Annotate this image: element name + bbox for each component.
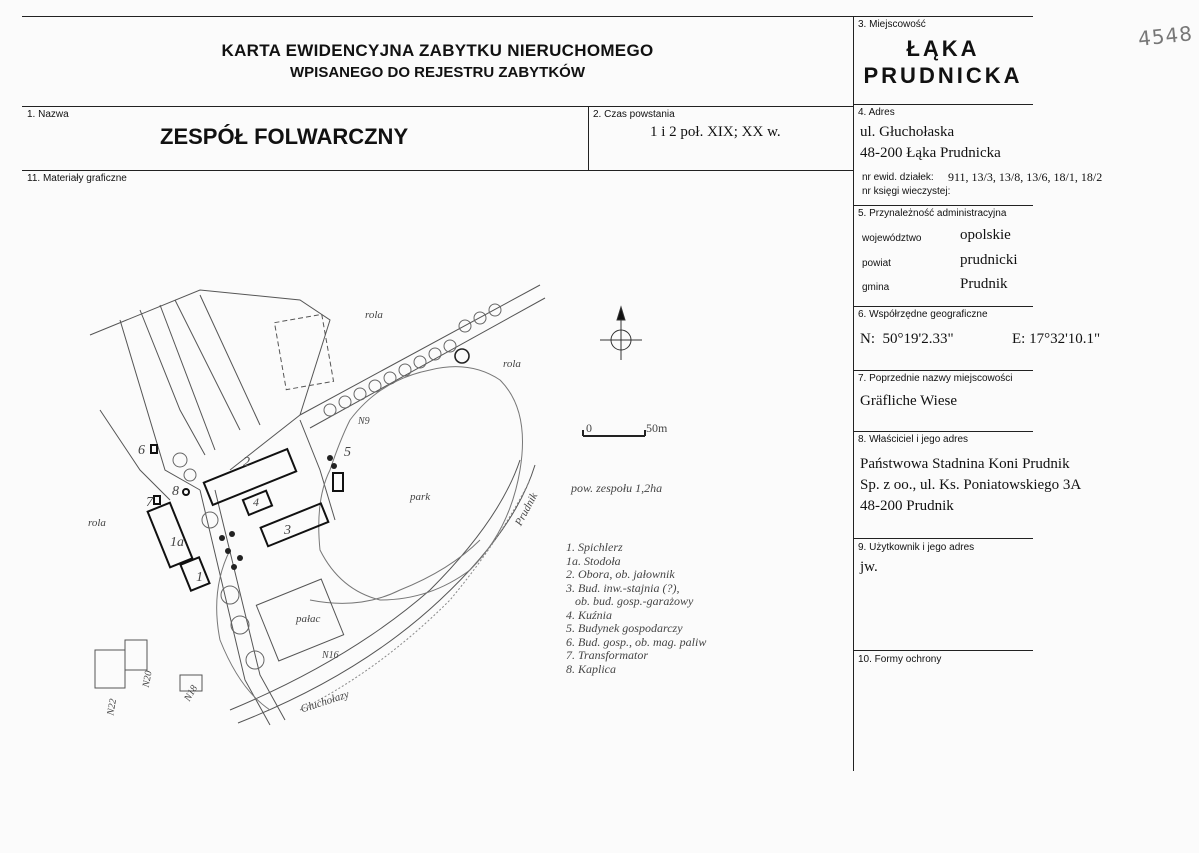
field-outline-4 bbox=[160, 305, 215, 450]
user-value: jw. bbox=[860, 559, 878, 575]
top-border bbox=[22, 16, 1033, 17]
coords-north: N: 50°19'2.33" bbox=[860, 331, 954, 347]
label-n9: N9 bbox=[358, 416, 370, 427]
monument-tree-1 bbox=[219, 535, 225, 541]
voivodeship-value: opolskie bbox=[960, 227, 1011, 243]
address-city: 48-200 Łąka Prudnicka bbox=[860, 145, 1001, 161]
tree-8 bbox=[429, 348, 441, 360]
commune-label: gmina bbox=[862, 282, 890, 293]
tree-2 bbox=[339, 396, 351, 408]
coords-east: E: 17°32'10.1" bbox=[1012, 331, 1101, 347]
tree-14 bbox=[173, 453, 187, 467]
tree-3 bbox=[354, 388, 366, 400]
label-b5: 5 bbox=[344, 445, 351, 460]
label-scale-end: 50m bbox=[646, 421, 668, 435]
parcels-label: nr ewid. działek: bbox=[862, 172, 934, 183]
site-map bbox=[0, 170, 853, 770]
legend-item: ob. bud. gosp.-garażowy bbox=[566, 594, 694, 608]
parcels-value: 911, 13/3, 13/8, 13/6, 18/1, 18/2 bbox=[948, 170, 1103, 184]
address-label: 4. Adres bbox=[858, 107, 895, 118]
tree-17 bbox=[221, 586, 239, 604]
locality-line1: ŁĄKA bbox=[906, 36, 980, 61]
field-outline-5 bbox=[175, 300, 240, 430]
north-arrow bbox=[600, 307, 642, 360]
period-divider bbox=[588, 106, 589, 170]
monument-tree-4 bbox=[237, 555, 243, 561]
locality-bottom-line bbox=[853, 104, 1033, 105]
park-tree-edge-south bbox=[310, 540, 480, 603]
label-rola-top: rola bbox=[365, 309, 383, 321]
locality-label: 3. Miejscowość bbox=[858, 19, 926, 30]
voivodeship-label: województwo bbox=[862, 233, 922, 244]
legend-item: 5. Budynek gospodarczy bbox=[566, 621, 683, 635]
user-bottom-line bbox=[853, 650, 1033, 651]
owner-line3: 48-200 Prudnik bbox=[860, 498, 954, 514]
legend-item: 4. Kuźnia bbox=[566, 607, 613, 622]
right-column-divider bbox=[853, 16, 854, 771]
period-value: 1 i 2 poł. XIX; XX w. bbox=[650, 124, 781, 140]
label-rola-right: rola bbox=[503, 358, 521, 370]
former-names-bottom-line bbox=[853, 431, 1033, 432]
label-b7: 7 bbox=[146, 495, 153, 510]
label-b1a: 1a bbox=[170, 535, 184, 550]
legend-item: 1. Spichlerz bbox=[566, 540, 623, 554]
road-north-edge-3 bbox=[230, 415, 300, 470]
dashed-plot-north bbox=[274, 314, 333, 389]
tree-7 bbox=[414, 356, 426, 368]
road-glucholazy-2 bbox=[238, 465, 535, 723]
land-register-label: nr księgi wieczystej: bbox=[862, 186, 951, 197]
commune-value: Prudnik bbox=[960, 276, 1008, 292]
building-6 bbox=[151, 445, 157, 453]
road-inner-1 bbox=[200, 490, 270, 725]
road-north-edge-1 bbox=[300, 285, 540, 415]
county-value: prudnicki bbox=[960, 252, 1018, 268]
monument-tree-3 bbox=[225, 548, 231, 554]
label-n16: N16 bbox=[322, 650, 339, 661]
admin-label: 5. Przynależność administracyjna bbox=[858, 208, 1007, 219]
park-outline bbox=[319, 367, 523, 600]
coords-bottom-line bbox=[853, 370, 1033, 371]
locality-line2: PRUDNICKA bbox=[863, 63, 1023, 88]
address-bottom-line bbox=[853, 205, 1033, 206]
tree-13 bbox=[455, 349, 469, 363]
legend-item: 6. Bud. gosp., ob. mag. paliw bbox=[566, 634, 707, 649]
label-n20: N20 bbox=[140, 669, 155, 689]
field-outline-2 bbox=[120, 320, 200, 490]
owner-bottom-line bbox=[853, 538, 1033, 539]
monument-tree-5 bbox=[231, 564, 237, 570]
label-scale-start: 0 bbox=[586, 421, 592, 435]
admin-bottom-line bbox=[853, 306, 1033, 307]
label-prudnik-road: Prudnik bbox=[512, 490, 541, 528]
site-area: pow. zespołu 1,2ha bbox=[571, 481, 663, 495]
building-n20 bbox=[125, 640, 147, 670]
road-inner-2 bbox=[215, 490, 285, 720]
coords-label: 6. Współrzędne geograficzne bbox=[858, 309, 988, 320]
label-n22: N22 bbox=[105, 697, 120, 717]
county-label: powiat bbox=[862, 258, 891, 269]
tree-15 bbox=[184, 469, 196, 481]
building-5 bbox=[333, 473, 343, 491]
tree-6 bbox=[399, 364, 411, 376]
label-b8: 8 bbox=[172, 484, 179, 499]
tree-18 bbox=[231, 616, 249, 634]
name-label: 1. Nazwa bbox=[27, 109, 69, 120]
label-b3: 3 bbox=[284, 523, 291, 538]
field-outline-7 bbox=[100, 410, 170, 500]
monument-tree-6 bbox=[327, 455, 333, 461]
tree-4 bbox=[369, 380, 381, 392]
building-3-stajnia bbox=[261, 503, 329, 546]
address-street: ul. Głuchołaska bbox=[860, 124, 955, 140]
label-n18: N18 bbox=[182, 683, 201, 704]
field-outline-6 bbox=[200, 295, 260, 425]
label-b4: 4 bbox=[253, 495, 259, 509]
header-bottom-line bbox=[22, 106, 853, 107]
tree-1 bbox=[324, 404, 336, 416]
label-palac: pałac bbox=[296, 613, 321, 625]
protection-label: 10. Formy ochrony bbox=[858, 654, 942, 665]
field-outline-3 bbox=[140, 310, 205, 455]
label-park: park bbox=[410, 491, 431, 503]
legend-item: 2. Obora, ob. jałownik bbox=[566, 567, 675, 581]
monument-tree-2 bbox=[229, 531, 235, 537]
tree-12 bbox=[489, 304, 501, 316]
card-title-line1: KARTA EWIDENCYJNA ZABYTKU NIERUCHOMEGO bbox=[221, 41, 654, 60]
legend-item: 1a. Stodoła bbox=[566, 553, 621, 568]
building-1-spichlerz bbox=[180, 557, 209, 590]
tree-16 bbox=[202, 512, 218, 528]
user-label: 9. Użytkownik i jego adres bbox=[858, 542, 975, 553]
park-tree-edge-west bbox=[217, 550, 270, 710]
building-n22 bbox=[95, 650, 125, 688]
legend-item: 3. Bud. inw.-stajnia (?), bbox=[566, 580, 680, 595]
label-glucholazy-road: Głuchołazy bbox=[299, 688, 351, 716]
field-outline-1 bbox=[90, 290, 330, 415]
card-title-line2: WPISANEGO DO REJESTRU ZABYTKÓW bbox=[289, 64, 585, 81]
former-names-label: 7. Poprzednie nazwy miejscowości bbox=[858, 373, 1013, 384]
tree-band-south bbox=[300, 480, 530, 710]
owner-line2: Sp. z oo., ul. Ks. Poniatowskiego 3A bbox=[860, 477, 1082, 493]
scale-bar bbox=[583, 430, 645, 436]
building-8-chapel bbox=[183, 489, 189, 495]
label-b1: 1 bbox=[196, 570, 203, 585]
label-b2: 2 bbox=[243, 455, 250, 470]
road-glucholazy-1 bbox=[230, 460, 520, 710]
building-7 bbox=[154, 496, 160, 504]
monument-tree-7 bbox=[331, 463, 337, 469]
legend-item: 7. Transformator bbox=[566, 648, 649, 662]
graphics-label: 11. Materiały graficzne bbox=[27, 173, 127, 184]
owner-label: 8. Właściciel i jego adres bbox=[858, 434, 969, 445]
monument-name: ZESPÓŁ FOLWARCZNY bbox=[160, 124, 409, 149]
handwritten-number: 4548 bbox=[1136, 21, 1195, 51]
owner-line1: Państwowa Stadnina Koni Prudnik bbox=[860, 456, 1070, 472]
former-names-value: Gräfliche Wiese bbox=[860, 393, 957, 409]
period-label: 2. Czas powstania bbox=[593, 109, 675, 120]
label-rola-left: rola bbox=[88, 517, 106, 529]
tree-5 bbox=[384, 372, 396, 384]
label-b6: 6 bbox=[138, 443, 145, 458]
legend-item: 8. Kaplica bbox=[566, 661, 616, 676]
map-legend bbox=[566, 541, 706, 676]
